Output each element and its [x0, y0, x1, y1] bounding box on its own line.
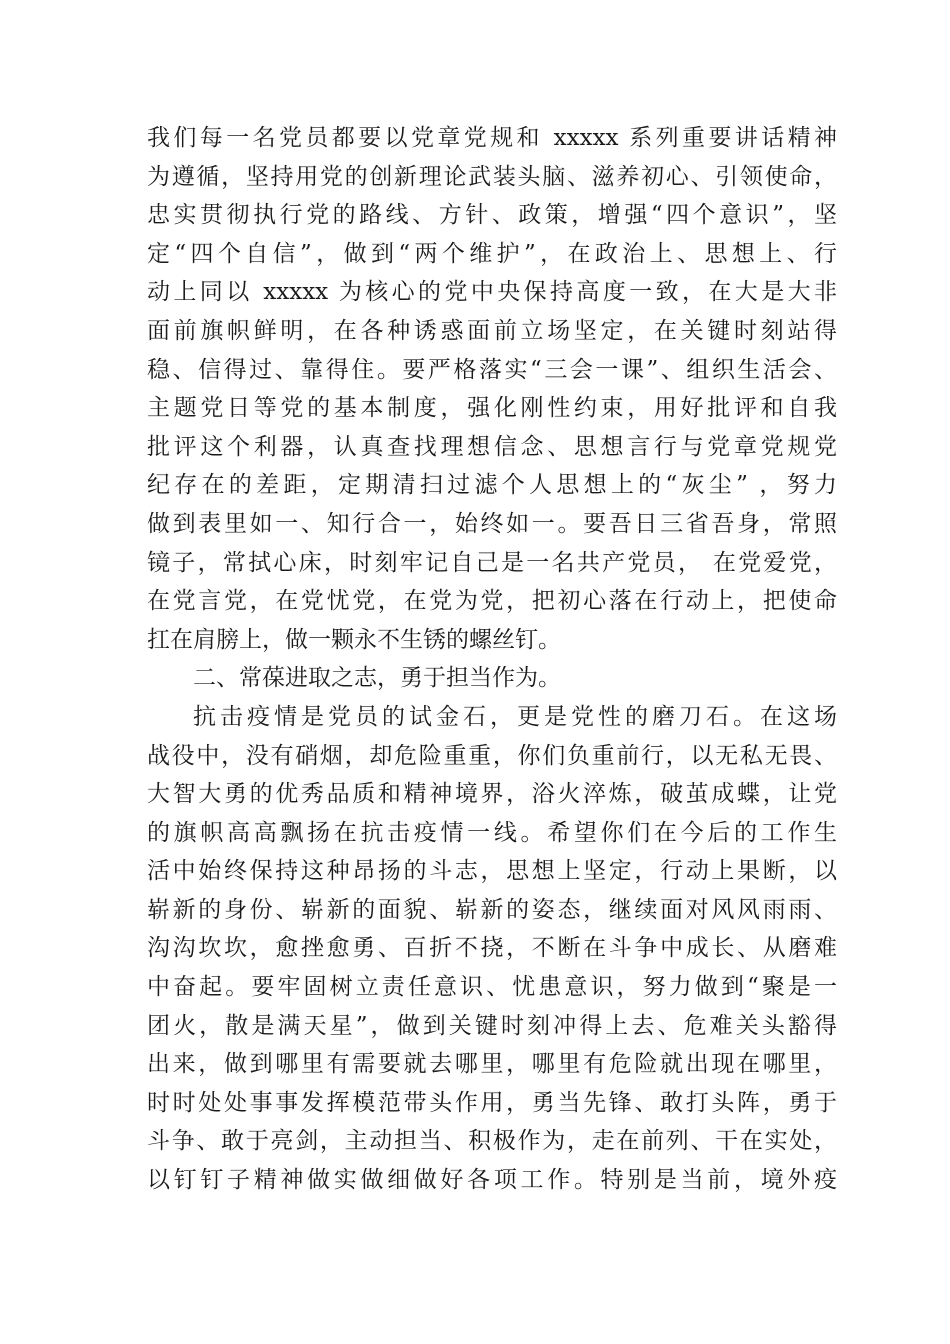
text-line: 我们每一名党员都要以党章党规和 xxxxx 系列重要讲话精神	[147, 125, 837, 151]
text-line: 动上同以 xxxxx 为核心的党中央保持高度一致，在大是大非	[147, 279, 837, 306]
text-line: 崭新的身份、崭新的面貌、崭新的姿态，继续面对风风雨雨、	[147, 896, 837, 923]
text-line: 时时处处事事发挥模范带头作用，勇当先锋、敢打头阵，勇于	[147, 1089, 837, 1116]
text-line: 的旗帜高高飘扬在抗击疫情一线。希望你们在今后的工作生	[147, 819, 837, 846]
text-line: 斗争、敢于亮剑，主动担当、积极作为，走在前列、干在实处，	[147, 1128, 837, 1155]
text-line: 主题党日等党的基本制度，强化刚性约束，用好批评和自我	[147, 395, 837, 422]
text-line: 以钉钉子精神做实做细做好各项工作。特别是当前，境外疫	[147, 1167, 837, 1194]
text-line: 战役中，没有硝烟，却危险重重，你们负重前行，以无私无畏、	[147, 742, 837, 769]
text-line: 扛在肩膀上，做一颗永不生锈的螺丝钉。	[147, 626, 561, 653]
text-line: 在党言党，在党忧党，在党为党，把初心落在行动上，把使命	[147, 588, 837, 615]
text-line: 镜子，常拭心床，时刻牢记自己是一名共产党员， 在党爱党，	[147, 549, 837, 576]
text-line: 为遵循，坚持用党的创新理论武装头脑、滋养初心、引领使命，	[147, 163, 837, 190]
text-line: 出来，做到哪里有需要就去哪里，哪里有危险就出现在哪里，	[147, 1051, 837, 1078]
text-line: 忠实贯彻执行党的路线、方针、政策，增强“四个意识”，坚	[147, 202, 837, 229]
text-line: 批评这个利器，认真查找理想信念、思想言行与党章党规党	[147, 433, 837, 460]
text-line: 做到表里如一、知行合一，始终如一。要吾日三省吾身，常照	[147, 510, 837, 537]
text-line: 活中始终保持这种昂扬的斗志，思想上坚定，行动上果断，以	[147, 858, 837, 885]
text-line: 定“四个自信”，做到“两个维护”，在政治上、思想上、行	[147, 240, 837, 267]
body-text	[147, 119, 837, 1200]
section-heading: 二、常葆进取之志，勇于担当作为。	[193, 665, 561, 692]
text-line: 中奋起。要牢固树立责任意识、忧患意识，努力做到“聚是一	[147, 974, 837, 1001]
text-line: 稳、信得过、靠得住。要严格落实“三会一课”、组织生活会、	[147, 356, 837, 383]
text-line: 团火，散是满天星”，做到关键时刻冲得上去、危难关头豁得	[147, 1012, 837, 1039]
paragraph-first-line: 抗击疫情是党员的试金石，更是党性的磨刀石。在这场	[193, 703, 837, 730]
text-line: 面前旗帜鲜明，在各种诱惑面前立场坚定，在关键时刻站得	[147, 317, 837, 344]
text-line: 沟沟坎坎，愈挫愈勇、百折不挠，不断在斗争中成长、从磨难	[147, 935, 837, 962]
text-line: 纪存在的差距，定期清扫过滤个人思想上的“灰尘” ，努力	[147, 472, 837, 499]
text-line: 大智大勇的优秀品质和精神境界，浴火淬炼，破茧成蝶，让党	[147, 781, 837, 808]
